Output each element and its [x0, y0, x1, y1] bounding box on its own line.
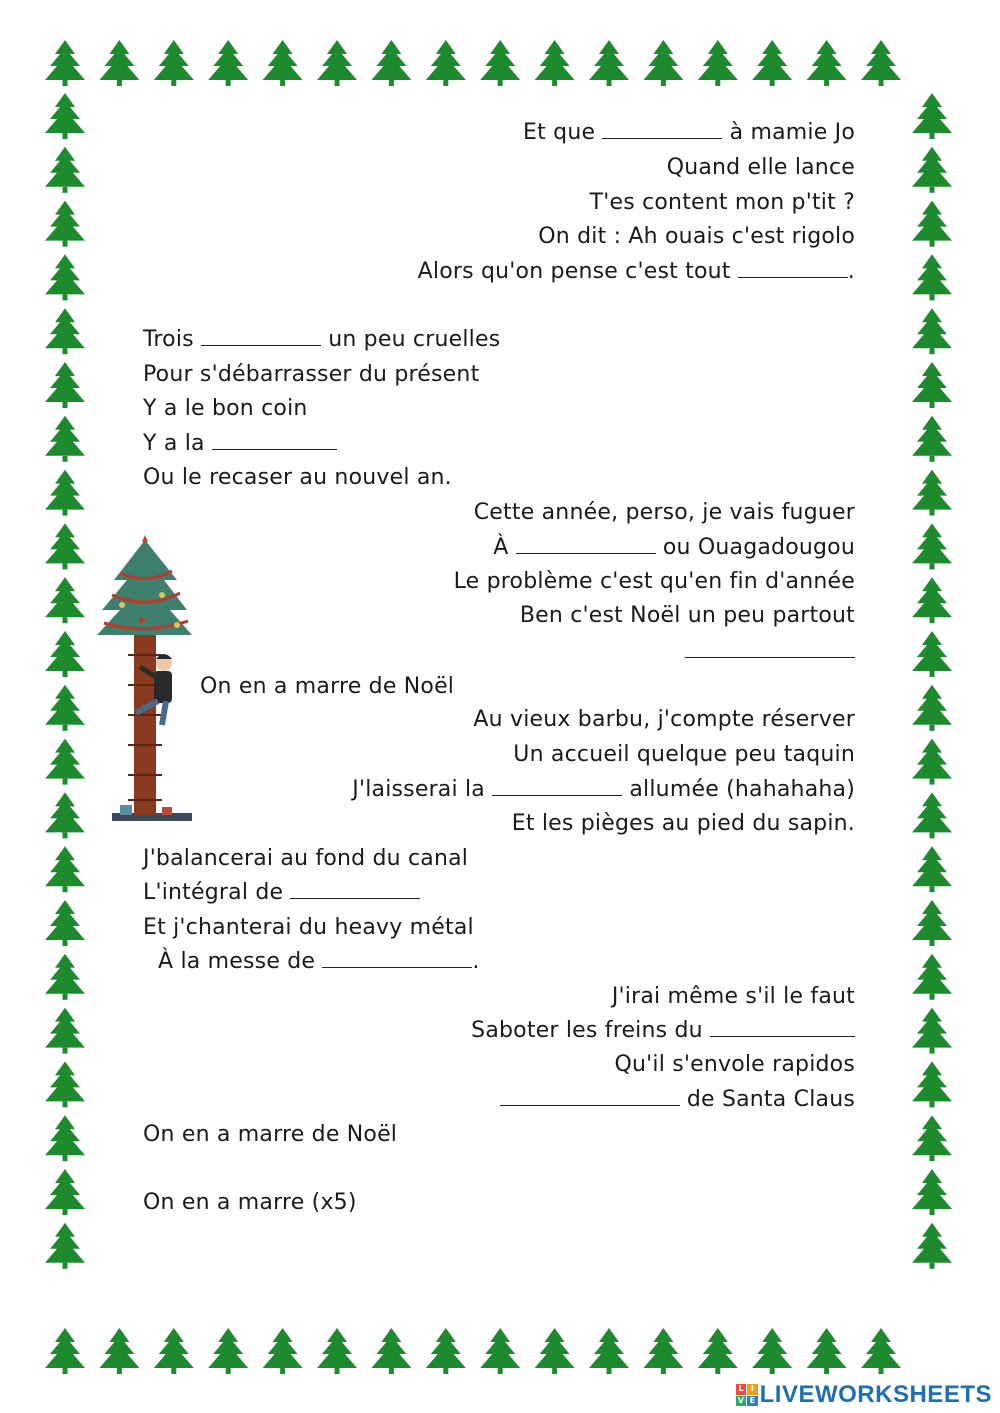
lyric-line: On en a marre (x5) [143, 1190, 357, 1215]
tree-icon [480, 1328, 520, 1374]
climbing-christmas-tree-illustration [92, 535, 202, 835]
tree-icon [45, 470, 85, 516]
tree-icon [698, 40, 738, 86]
lyric-line: J'laisserai la allumée (hahahaha) [352, 777, 855, 802]
tree-icon [45, 93, 85, 139]
lyric-line: Le problème c'est qu'en fin d'année [453, 569, 855, 594]
lyric-line: Qu'il s'envole rapidos [614, 1052, 855, 1077]
lyric-line: Au vieux barbu, j'compte réserver [473, 707, 855, 732]
lyric-line: Cette année, perso, je vais fuguer [473, 500, 855, 525]
fill-in-blank[interactable] [212, 429, 337, 450]
tree-icon [45, 523, 85, 569]
tree-icon [912, 900, 952, 946]
lyric-line: L'intégral de [143, 878, 420, 908]
fill-in-blank[interactable] [290, 878, 420, 899]
lyric-line: À la messe de . [158, 949, 480, 974]
fill-in-blank[interactable] [201, 325, 321, 346]
lyric-line: Y a le bon coin [143, 396, 308, 421]
tree-icon [589, 40, 629, 86]
tree-icon [45, 1008, 85, 1054]
fill-in-blank[interactable] [602, 118, 722, 139]
tree-icon [480, 40, 520, 86]
tree-icon [45, 631, 85, 677]
tree-icon [912, 846, 952, 892]
fill-in-blank[interactable] [516, 533, 656, 554]
fill-in-blank[interactable] [322, 947, 472, 968]
tree-icon [912, 1223, 952, 1269]
tree-icon [589, 1328, 629, 1374]
fill-in-blank[interactable] [685, 637, 855, 658]
tree-icon [154, 1328, 194, 1374]
tree-icon [912, 523, 952, 569]
tree-icon [45, 577, 85, 623]
tree-icon [263, 1328, 303, 1374]
lyric-line: Pour s'débarrasser du présent [143, 362, 480, 387]
tree-icon [912, 470, 952, 516]
tree-icon [643, 1328, 683, 1374]
tree-icon [45, 1223, 85, 1269]
tree-icon [912, 685, 952, 731]
lyric-line: Y a la [143, 429, 337, 459]
lyric-line: Saboter les freins du [471, 1016, 855, 1046]
tree-icon [912, 1169, 952, 1215]
tree-icon [45, 308, 85, 354]
tree-icon [371, 1328, 411, 1374]
tree-icon [912, 93, 952, 139]
tree-icon [45, 1328, 85, 1374]
tree-icon [45, 900, 85, 946]
tree-icon [752, 1328, 792, 1374]
tree-icon [912, 792, 952, 838]
tree-icon [99, 1328, 139, 1374]
tree-icon [317, 1328, 357, 1374]
lyric-line: Et les pièges au pied du sapin. [511, 811, 855, 836]
tree-icon [208, 40, 248, 86]
tree-icon [912, 577, 952, 623]
tree-icon [45, 954, 85, 1000]
tree-icon [912, 1008, 952, 1054]
tree-icon [643, 40, 683, 86]
liveworksheets-logo-icon: L I V E [736, 1384, 758, 1406]
tree-icon [912, 1115, 952, 1161]
lyric-line: Trois un peu cruelles [143, 327, 501, 352]
tree-icon [45, 846, 85, 892]
tree-icon [45, 254, 85, 300]
tree-icon [317, 40, 357, 86]
tree-icon [45, 147, 85, 193]
lyric-line: On dit : Ah ouais c'est rigolo [538, 224, 855, 249]
tree-icon [912, 416, 952, 462]
tree-icon [45, 685, 85, 731]
tree-icon [912, 954, 952, 1000]
lyric-line: Ben c'est Noël un peu partout [519, 603, 855, 628]
lyric-line: Alors qu'on pense c'est tout . [417, 259, 855, 284]
tree-icon [45, 792, 85, 838]
lyric-line: Et j'chanterai du heavy métal [143, 915, 474, 940]
tree-icon [912, 254, 952, 300]
tree-icon [45, 1061, 85, 1107]
lyric-line: Quand elle lance [666, 155, 855, 180]
lyric-line: J'irai même s'il le faut [611, 984, 855, 1009]
tree-icon [371, 40, 411, 86]
tree-icon [698, 1328, 738, 1374]
lyric-line: J'balancerai au fond du canal [143, 846, 469, 871]
tree-icon [45, 40, 85, 86]
lyric-line: Ou le recaser au nouvel an. [143, 465, 452, 490]
tree-icon [99, 40, 139, 86]
brand-name: LIVEWORKSHEETS [759, 1381, 992, 1408]
tree-icon [45, 739, 85, 785]
lyric-line: On en a marre de Noël [143, 1122, 398, 1147]
tree-icon [912, 362, 952, 408]
tree-icon [45, 201, 85, 247]
tree-icon [45, 416, 85, 462]
tree-icon [45, 362, 85, 408]
tree-icon [912, 631, 952, 677]
tree-icon [912, 308, 952, 354]
tree-icon [426, 40, 466, 86]
tree-icon [535, 1328, 575, 1374]
tree-icon [263, 40, 303, 86]
lyric-line: Un accueil quelque peu taquin [513, 742, 855, 767]
tree-icon [912, 201, 952, 247]
lyric-line: Et que à mamie Jo [523, 120, 855, 145]
tree-icon [45, 1169, 85, 1215]
lyric-line: On en a marre de Noël [200, 674, 455, 699]
fill-in-blank[interactable] [738, 257, 848, 278]
tree-icon [912, 147, 952, 193]
tree-icon [45, 1115, 85, 1161]
tree-icon [912, 739, 952, 785]
lyric-line [685, 637, 855, 667]
tree-icon [208, 1328, 248, 1374]
fill-in-blank[interactable] [500, 1085, 680, 1106]
tree-icon [807, 1328, 847, 1374]
tree-icon [154, 40, 194, 86]
liveworksheets-footer[interactable] [736, 1383, 992, 1407]
tree-icon [752, 40, 792, 86]
tree-icon [861, 40, 901, 86]
lyric-line: À ou Ouagadougou [493, 535, 855, 560]
fill-in-blank[interactable] [710, 1016, 855, 1037]
tree-icon [426, 1328, 466, 1374]
tree-icon [535, 40, 575, 86]
fill-in-blank[interactable] [492, 775, 622, 796]
lyric-line: de Santa Claus [500, 1085, 855, 1115]
tree-icon [912, 1061, 952, 1107]
tree-icon [807, 40, 847, 86]
lyric-line: T'es content mon p'tit ? [589, 190, 855, 215]
tree-icon [861, 1328, 901, 1374]
